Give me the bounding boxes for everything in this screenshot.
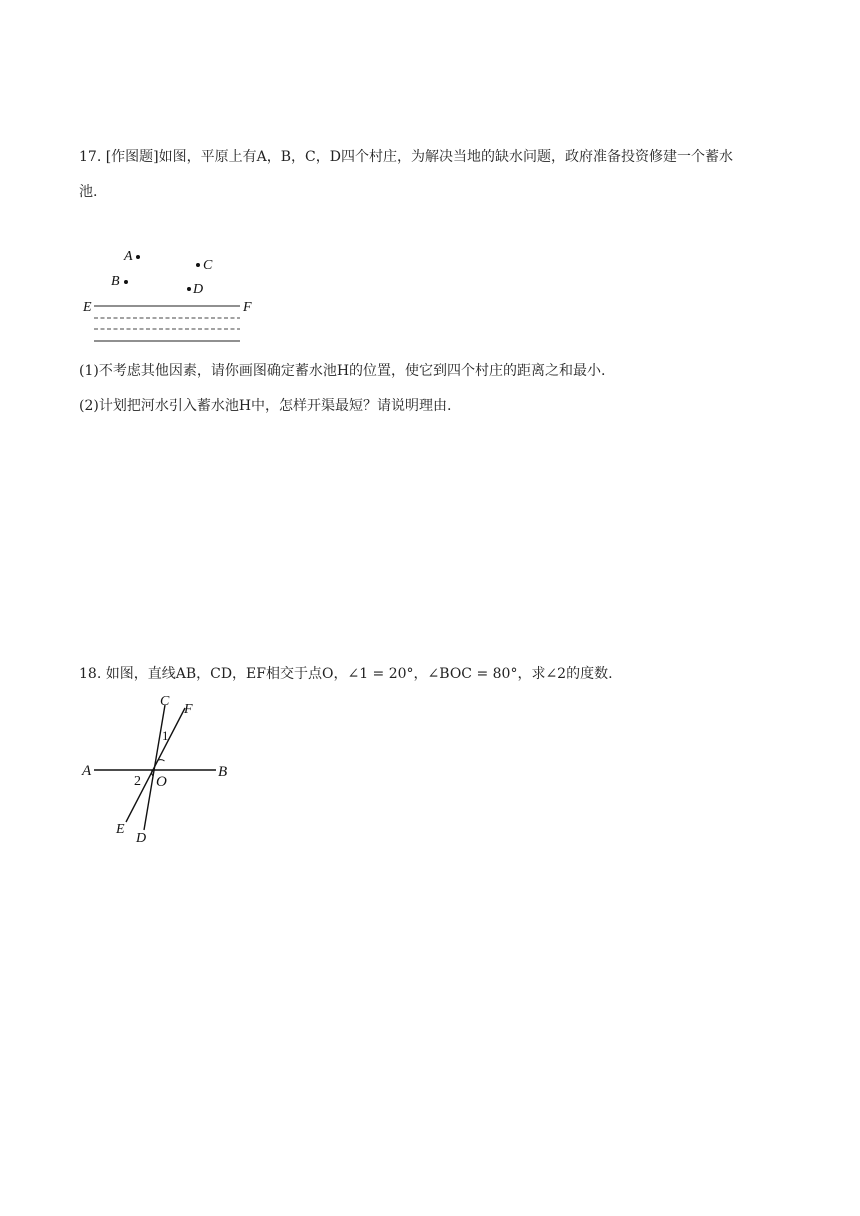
q18-stem: 18. 如图，直线AB，CD，EF相交于点O，∠1 = 20°，∠BOC = 80°，求∠2的度数. [79, 666, 613, 682]
label-D: D [136, 831, 147, 846]
label-B: B [111, 274, 120, 289]
label-F: F [184, 702, 193, 717]
point-B [124, 280, 128, 284]
point-D [187, 287, 191, 291]
point-C [196, 263, 200, 267]
label-C: C [160, 694, 170, 709]
q18-figure [78, 690, 238, 848]
label-C: C [203, 258, 213, 273]
q17-part1: (1)不考虑其他因素，请你画图确定蓄水池H的位置，使它到四个村庄的距离之和最小. [79, 363, 606, 379]
q17-part2: (2)计划把河水引入蓄水池H中，怎样开渠最短？请说明理由. [79, 398, 452, 414]
angle-1-arc [159, 760, 165, 761]
q17-stem-line2: 池. [79, 184, 98, 200]
label-O: O [156, 774, 167, 790]
label-E: E [83, 300, 92, 315]
label-F: F [243, 300, 252, 315]
line-EF [126, 708, 185, 822]
label-E: E [116, 822, 125, 837]
label-A: A [124, 249, 133, 264]
q17-figure [78, 244, 263, 348]
q17-stem-line1: 17. [作图题]如图，平原上有A，B，C，D四个村庄，为解决当地的缺水问题，政府准备投资修建一个蓄水 [79, 149, 733, 165]
point-A [136, 255, 140, 259]
label-angle-2: 2 [134, 774, 141, 789]
label-B: B [218, 764, 228, 780]
label-A: A [82, 763, 92, 779]
label-D: D [193, 282, 204, 297]
label-angle-1: 1 [162, 728, 169, 743]
